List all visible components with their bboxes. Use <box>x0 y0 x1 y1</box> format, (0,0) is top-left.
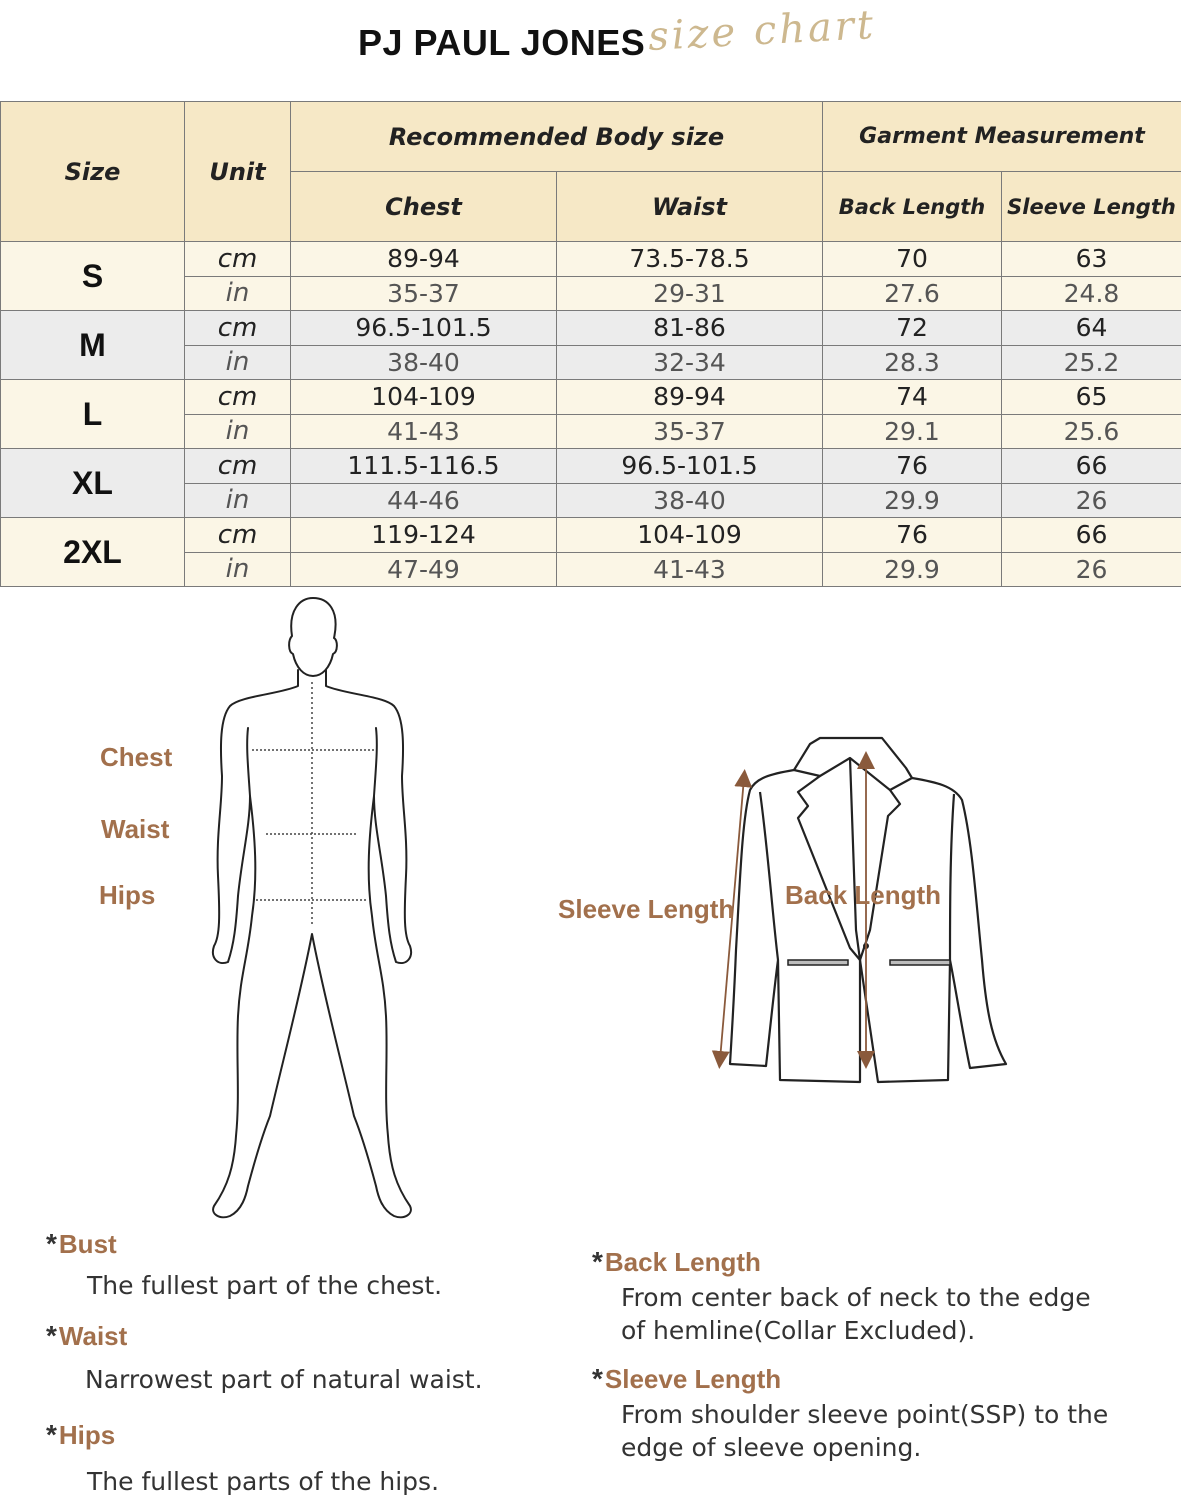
chest-cell: 44-46 <box>291 483 557 518</box>
note-back-line-2: of hemline(Collar Excluded). <box>621 1316 976 1345</box>
unit-cell: in <box>185 414 291 449</box>
back-length-cell: 76 <box>823 449 1002 484</box>
note-waist-text: Narrowest part of natural waist. <box>85 1365 483 1394</box>
waist-cell: 38-40 <box>557 483 823 518</box>
note-hips-title <box>46 1419 115 1451</box>
sleeve-length-cell: 26 <box>1002 483 1181 518</box>
sleeve-length-cell: 66 <box>1002 518 1181 553</box>
table-row <box>1 311 1181 346</box>
label-hips: Hips <box>99 880 156 910</box>
back-length-cell: 28.3 <box>823 345 1002 380</box>
chest-cell: 104-109 <box>291 380 557 415</box>
note-sleeve-title <box>592 1363 781 1395</box>
body-figure-icon <box>200 596 430 1226</box>
note-sleeve-line-2: edge of sleeve opening. <box>621 1433 922 1462</box>
chest-cell: 89-94 <box>291 242 557 277</box>
note-bust-title-text: Bust <box>58 1229 117 1259</box>
size-table <box>0 101 1181 587</box>
star-icon: * <box>592 1363 603 1394</box>
table-row <box>1 449 1181 484</box>
note-bust-text: The fullest part of the chest. <box>87 1271 443 1300</box>
label-sleeve-length: Sleeve Length <box>558 894 735 924</box>
waist-cell: 81-86 <box>557 311 823 346</box>
back-length-cell: 72 <box>823 311 1002 346</box>
header-chest: Chest <box>291 172 557 242</box>
note-waist-title <box>46 1320 127 1352</box>
sleeve-length-cell: 65 <box>1002 380 1181 415</box>
back-length-cell: 29.1 <box>823 414 1002 449</box>
sleeve-length-cell: 24.8 <box>1002 276 1181 311</box>
header-body-size: Recommended Body size <box>291 102 823 172</box>
table-body <box>1 242 1181 587</box>
chest-cell: 35-37 <box>291 276 557 311</box>
note-back-title-text: Back Length <box>604 1247 761 1277</box>
unit-cell: cm <box>185 311 291 346</box>
unit-cell: cm <box>185 449 291 484</box>
header-sleeve-length: Sleeve Length <box>1002 172 1181 242</box>
unit-cell: in <box>185 276 291 311</box>
waist-cell: 96.5-101.5 <box>557 449 823 484</box>
waist-cell: 41-43 <box>557 552 823 587</box>
size-cell: XL <box>1 449 185 518</box>
label-waist: Waist <box>101 814 170 844</box>
size-chart-script: size chart <box>646 2 878 60</box>
chest-cell: 96.5-101.5 <box>291 311 557 346</box>
sleeve-length-cell: 66 <box>1002 449 1181 484</box>
back-length-cell: 70 <box>823 242 1002 277</box>
brand-name: PJ PAUL JONES <box>358 22 646 63</box>
note-sleeve-line-1: From shoulder sleeve point(SSP) to the <box>621 1400 1109 1429</box>
header-waist: Waist <box>557 172 823 242</box>
note-hips-title-text: Hips <box>58 1420 116 1450</box>
header-garment: Garment Measurement <box>823 102 1181 172</box>
unit-cell: in <box>185 552 291 587</box>
chest-cell: 41-43 <box>291 414 557 449</box>
header-size: Size <box>1 102 185 242</box>
note-back-line-1: From center back of neck to the edge <box>621 1283 1091 1312</box>
label-back-length: Back Length <box>785 880 942 910</box>
table-row <box>1 242 1181 277</box>
star-icon: * <box>592 1246 603 1277</box>
waist-cell: 73.5-78.5 <box>557 242 823 277</box>
table-row <box>1 518 1181 553</box>
chest-cell: 47-49 <box>291 552 557 587</box>
back-length-cell: 27.6 <box>823 276 1002 311</box>
note-waist-title-text: Waist <box>58 1321 128 1351</box>
unit-cell: in <box>185 483 291 518</box>
sleeve-length-cell: 63 <box>1002 242 1181 277</box>
unit-cell: cm <box>185 380 291 415</box>
chest-cell: 111.5-116.5 <box>291 449 557 484</box>
note-back-text <box>621 1281 1091 1347</box>
unit-cell: cm <box>185 518 291 553</box>
unit-cell: cm <box>185 242 291 277</box>
star-icon: * <box>46 1419 57 1450</box>
size-cell: L <box>1 380 185 449</box>
note-back-title <box>592 1246 761 1278</box>
waist-cell: 104-109 <box>557 518 823 553</box>
sleeve-length-cell: 26 <box>1002 552 1181 587</box>
note-hips-text: The fullest parts of the hips. <box>87 1467 440 1496</box>
waist-cell: 35-37 <box>557 414 823 449</box>
label-chest: Chest <box>100 742 173 772</box>
waist-cell: 29-31 <box>557 276 823 311</box>
sleeve-length-cell: 25.6 <box>1002 414 1181 449</box>
chest-cell: 119-124 <box>291 518 557 553</box>
waist-cell: 89-94 <box>557 380 823 415</box>
note-sleeve-title-text: Sleeve Length <box>604 1364 782 1394</box>
note-sleeve-text <box>621 1398 1108 1464</box>
sleeve-length-cell: 64 <box>1002 311 1181 346</box>
sleeve-length-cell: 25.2 <box>1002 345 1181 380</box>
header-back-length: Back Length <box>823 172 1002 242</box>
size-cell: S <box>1 242 185 311</box>
star-icon: * <box>46 1228 57 1259</box>
chest-cell: 38-40 <box>291 345 557 380</box>
size-cell: M <box>1 311 185 380</box>
waist-cell: 32-34 <box>557 345 823 380</box>
back-length-cell: 29.9 <box>823 483 1002 518</box>
back-length-cell: 76 <box>823 518 1002 553</box>
header-unit: Unit <box>185 102 291 242</box>
unit-cell: in <box>185 345 291 380</box>
star-icon: * <box>46 1320 57 1351</box>
size-cell: 2XL <box>1 518 185 587</box>
table-row <box>1 380 1181 415</box>
back-length-cell: 29.9 <box>823 552 1002 587</box>
back-length-cell: 74 <box>823 380 1002 415</box>
note-bust-title <box>46 1228 117 1260</box>
